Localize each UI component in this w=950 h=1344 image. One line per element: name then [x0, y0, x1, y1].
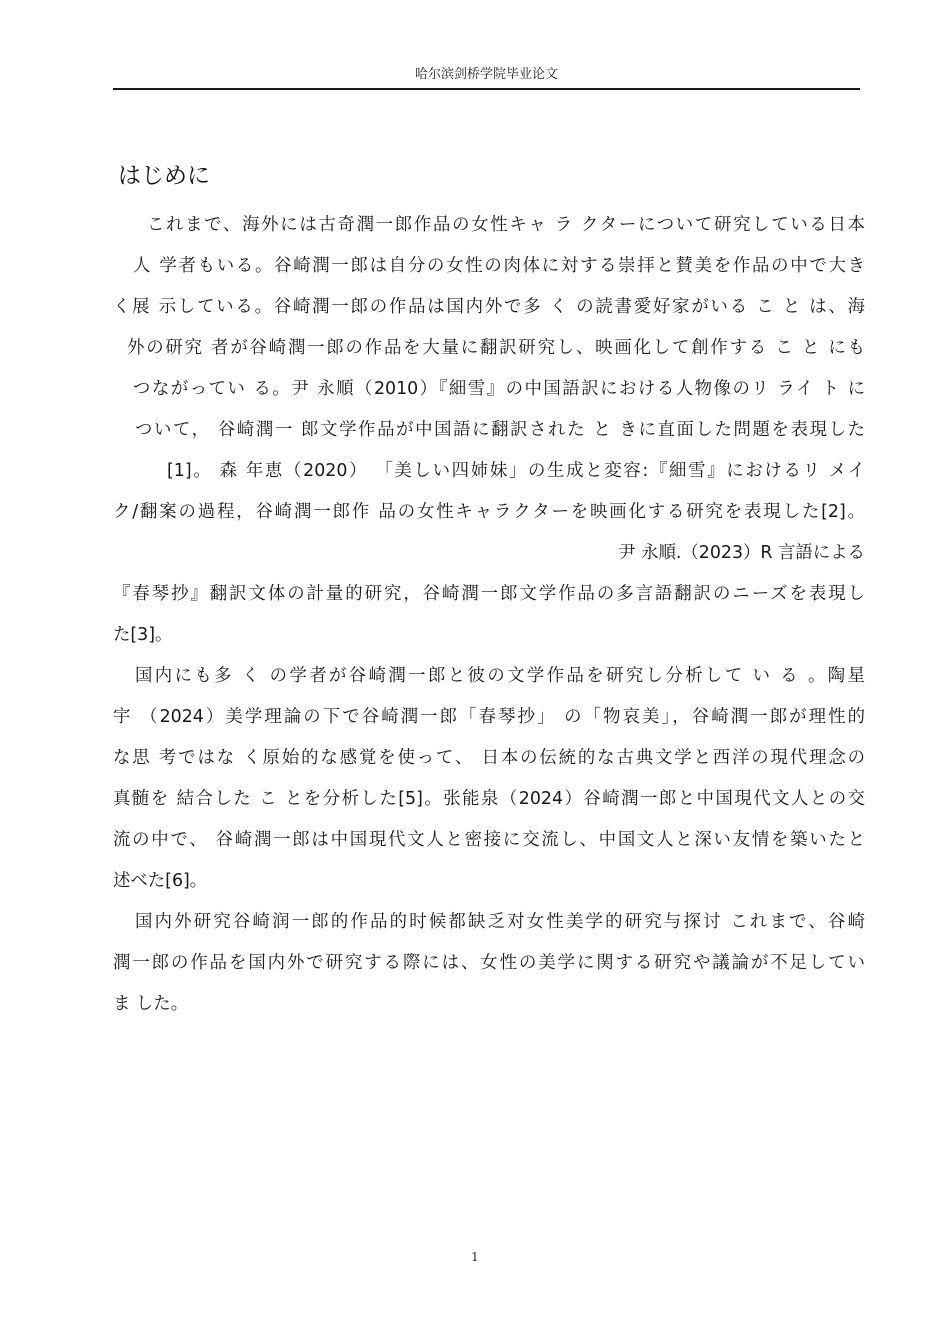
text-line: ま した。 [113, 994, 189, 1014]
page-number: 1 [471, 1250, 479, 1264]
text-line: 人 学者もいる。谷崎潤一郎は自分の女性の肉体に対する崇拝と賛美を作品の中で大き [133, 256, 865, 276]
text-line: 述べた[6]。 [113, 871, 208, 891]
text-line: 真髄を 結合した こ とを分析した[5]。张能泉（2024）谷崎潤一郎と中国現代文人との交 [113, 789, 865, 809]
header-rule [113, 88, 860, 90]
text-line: 国内外研究谷崎润一郎的作品的时候都缺乏对女性美学的研究与探讨 これまで、谷崎 [135, 912, 865, 932]
text-line: これまで、海外には古奇潤一郎作品の女性キャ ラ クターについて研究している日本 [147, 215, 865, 235]
text-line: 外の研究 者が谷崎潤一郎の作品を大量に翻訳研究し、映画化して創作する こ と にも [127, 338, 865, 358]
text-line: [1]。 森 年恵（2020） 「美しい四姉妹」の生成と変容:『細雪』におけるリ メイ [167, 461, 865, 481]
text-line: 国内にも多 く の学者が谷崎潤一郎と彼の文学作品を研究し分析して い る 。陶星 [135, 666, 865, 686]
text-line: 宇 （2024）美学理論の下で谷崎潤一郎「春琴抄」 の「物哀美」，谷崎潤一郎が理性的 [113, 707, 865, 727]
text-line: 尹 永順.（2023）R 言語による [618, 543, 865, 563]
text-line: ついて， 谷崎潤一 郎文学作品が中国語に翻訳された と きに直面した問題を表現した [135, 420, 865, 440]
text-line: く展 示している。谷崎潤一郎の作品は国内外で多 く の読書愛好家がいる こ と は、海 [113, 297, 865, 317]
page-header: 哈尔滨剑桥学院毕业论文 [414, 67, 558, 82]
text-line: 流の中で、 谷崎潤一郎は中国現代文人と密接に交流し、中国文人と深い友情を築いたと [113, 830, 865, 850]
text-line: た[3]。 [113, 625, 173, 645]
text-line: 潤一郎の作品を国内外で研究する際には、女性の美学に関する研究や議論が不足してい [113, 953, 865, 973]
body-text [113, 205, 865, 1025]
section-title: はじめに [118, 163, 210, 189]
text-line: な思 考ではな く原始的な感覚を使って、 日本の伝統的な古典文学と西洋の現代理念の [113, 748, 865, 768]
text-line: 『春琴抄』翻訳文体の計量的研究，谷崎潤一郎文学作品の多言語翻訳のニーズを表現し [113, 584, 865, 604]
text-line: つながってい る。尹 永順（2010）『細雪』の中国語訳における人物像のリ ライ ト に [133, 379, 865, 399]
text-line: ク/翻案の過程，谷崎潤一郎作 品の女性キャラクターを映画化する研究を表現した[2]。 [113, 502, 865, 522]
